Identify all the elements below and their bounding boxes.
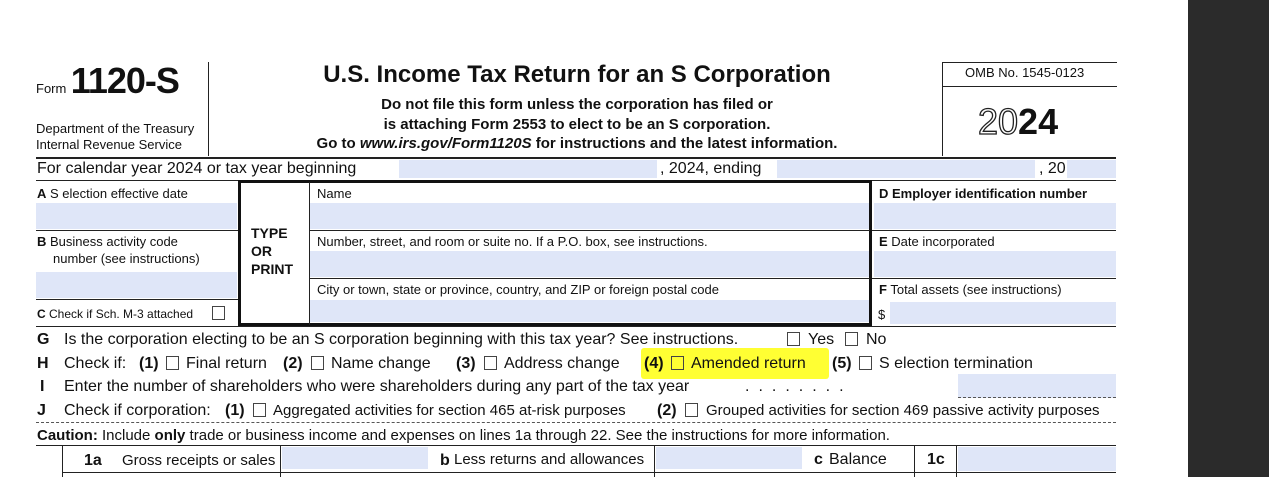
field-f-label: [879, 282, 1062, 297]
tax-year-outline: 20: [978, 101, 1019, 142]
field-d-letter: D: [879, 186, 889, 201]
header-divider-right: [942, 62, 943, 156]
field-a-rule: [36, 230, 238, 231]
type-word: TYPE: [251, 225, 288, 241]
field-e-rule: [872, 278, 1116, 279]
address-change-checkbox[interactable]: [484, 356, 497, 370]
line-i-leader-dots: ........: [745, 378, 853, 395]
aggregated-activities-label: Aggregated activities for section 465 at-risk purposes: [273, 402, 626, 419]
caution-post: trade or business income and expenses on lines 1a through 22. See the instructions for more information.: [185, 427, 890, 444]
line-h-letter: H: [37, 355, 49, 372]
field-e-label: [879, 234, 995, 249]
calendar-end-year-text: , 20: [1039, 160, 1066, 177]
field-a-text: S election effective date: [50, 186, 188, 201]
field-a-letter: A: [37, 186, 47, 201]
street-label: Number, street, and room or suite no. If a P.O. box, see instructions.: [317, 234, 708, 249]
caution-pre: Include: [97, 427, 155, 444]
omb-rule-top: [942, 62, 1117, 63]
returns-allowances-input[interactable]: [656, 447, 802, 469]
instruction-line-3: [212, 135, 942, 152]
omb-rule-bottom: [942, 86, 1117, 87]
final-return-label: Final return: [186, 355, 267, 372]
field-a-label: [37, 186, 188, 201]
line-1a-label: Gross receipts or sales: [122, 452, 276, 469]
calendar-ending-text: , 2024, ending: [660, 160, 762, 177]
name-input[interactable]: [310, 203, 869, 229]
line-1c-number: 1c: [927, 451, 945, 468]
gross-receipts-input[interactable]: [282, 447, 428, 469]
viewer-side-panel: [1188, 0, 1269, 477]
date-incorporated-input[interactable]: [874, 251, 1116, 277]
line-j-underline: [36, 422, 1116, 423]
line-1b-letter: b: [440, 452, 450, 469]
instruction-line-1: Do not file this form unless the corporation has filed or: [381, 96, 773, 113]
form-title: U.S. Income Tax Return for an S Corporation: [323, 61, 831, 88]
address-change-label: Address change: [504, 355, 620, 372]
yes-label: Yes: [808, 331, 835, 348]
field-f-letter: F: [879, 282, 887, 297]
field-e-text: Date incorporated: [891, 234, 995, 249]
line-i-letter: I: [40, 378, 45, 395]
h-opt3-num: (3): [456, 355, 476, 372]
print-word: PRINT: [251, 261, 293, 277]
form-word: Form: [36, 81, 67, 96]
field-b-label: [37, 234, 178, 249]
tax-year: [978, 101, 1058, 143]
grouped-activities-checkbox[interactable]: [685, 403, 698, 417]
tax-year-bold: 24: [1018, 101, 1059, 142]
amended-return-checkbox[interactable]: [671, 356, 684, 370]
line-g-letter: G: [37, 331, 50, 348]
h-opt1-num: (1): [139, 355, 159, 372]
field-d-text: Employer identification number: [892, 186, 1088, 201]
form-number: 1120-S: [70, 60, 179, 101]
line-i-text: Enter the number of shareholders who were shareholders during any part of the tax year: [64, 378, 690, 395]
instruction-go-to: Go to: [316, 135, 360, 152]
ein-input[interactable]: [874, 203, 1116, 229]
caution-only: only: [154, 427, 186, 444]
name-label: Name: [317, 186, 352, 201]
s-election-no-checkbox[interactable]: [845, 332, 858, 346]
section-rule: [36, 326, 1116, 327]
field-b-text-1: Business activity code: [50, 234, 178, 249]
city-label: City or town, state or province, country, and ZIP or foreign postal code: [317, 282, 719, 297]
line-j-text: Check if corporation:: [64, 402, 211, 419]
aggregated-activities-checkbox[interactable]: [253, 403, 266, 417]
shareholders-count-underline: [958, 397, 1116, 398]
calendar-year-text: For calendar year 2024 or tax year beginning: [37, 160, 357, 177]
line-j-letter: J: [37, 402, 46, 419]
omb-number: OMB No. 1545-0123: [965, 65, 1085, 80]
caution-rule: [36, 445, 1116, 446]
s-election-yes-checkbox[interactable]: [787, 332, 800, 346]
calendar-rule-top: [36, 157, 1116, 159]
street-rule: [310, 278, 870, 279]
field-c-letter: C: [37, 307, 46, 321]
form-label: [36, 60, 179, 102]
balance-input[interactable]: [958, 447, 1116, 471]
type-or-print-label: [251, 224, 293, 278]
total-assets-input[interactable]: [890, 302, 1116, 324]
line-h-check-if: Check if:: [64, 355, 127, 372]
amended-return-label: Amended return: [691, 355, 806, 372]
name-rule: [310, 230, 870, 231]
h-opt2-num: (2): [283, 355, 303, 372]
street-input[interactable]: [310, 251, 869, 277]
header-divider-left: [208, 62, 209, 156]
j-opt2-num: (2): [657, 402, 677, 419]
field-c-text: Check if Sch. M-3 attached: [49, 307, 194, 321]
s-election-termination-checkbox[interactable]: [859, 356, 872, 370]
dollar-sign: $: [878, 307, 886, 322]
tax-year-end-year-input[interactable]: [1067, 160, 1116, 178]
h-opt5-num: (5): [832, 355, 852, 372]
instruction-url[interactable]: www.irs.gov/Form1120S: [359, 135, 532, 152]
field-b-letter: B: [37, 234, 47, 249]
field-f-text: Total assets (see instructions): [890, 282, 1062, 297]
tax-year-beginning-input[interactable]: [399, 160, 657, 178]
field-b-rule: [36, 299, 238, 300]
j-opt1-num: (1): [225, 402, 245, 419]
field-e-letter: E: [879, 234, 888, 249]
caution-text: [37, 427, 890, 444]
s-election-termination-label: S election termination: [879, 355, 1033, 372]
instruction-line-2: is attaching Form 2553 to elect to be an S corporation.: [383, 116, 771, 133]
or-word: OR: [251, 243, 272, 259]
final-return-checkbox[interactable]: [166, 356, 179, 370]
line-1c-letter: c: [814, 451, 823, 468]
field-d-rule: [872, 230, 1116, 231]
name-change-checkbox[interactable]: [311, 356, 324, 370]
field-d-label: [879, 186, 1087, 201]
h-opt4-num: (4): [644, 355, 664, 372]
line-1a-number: 1a: [84, 452, 102, 469]
m3-attached-checkbox[interactable]: [212, 306, 225, 320]
name-change-label: Name change: [331, 355, 431, 372]
line-1b-label: Less returns and allowances: [454, 451, 645, 468]
s-election-date-input[interactable]: [36, 203, 237, 229]
line-g-text: Is the corporation electing to be an S corporation beginning with this tax year? See instructions.: [64, 331, 739, 348]
line-1c-label: Balance: [829, 451, 887, 468]
city-input[interactable]: [310, 300, 869, 322]
field-c-label: [37, 307, 193, 321]
shareholders-count-input[interactable]: [958, 374, 1116, 398]
department-line: Department of the Treasury: [36, 121, 195, 136]
agency-line: Internal Revenue Service: [36, 137, 182, 152]
instruction-suffix: for instructions and the latest information.: [531, 135, 838, 152]
business-code-input[interactable]: [36, 272, 237, 298]
line-1-rule: [62, 472, 1116, 473]
grouped-activities-label: Grouped activities for section 469 passive activity purposes: [706, 402, 1100, 419]
caution-label: Caution:: [37, 427, 98, 444]
tax-year-ending-input[interactable]: [777, 160, 1035, 178]
no-label: No: [866, 331, 887, 348]
field-b-text-2: number (see instructions): [53, 251, 200, 266]
